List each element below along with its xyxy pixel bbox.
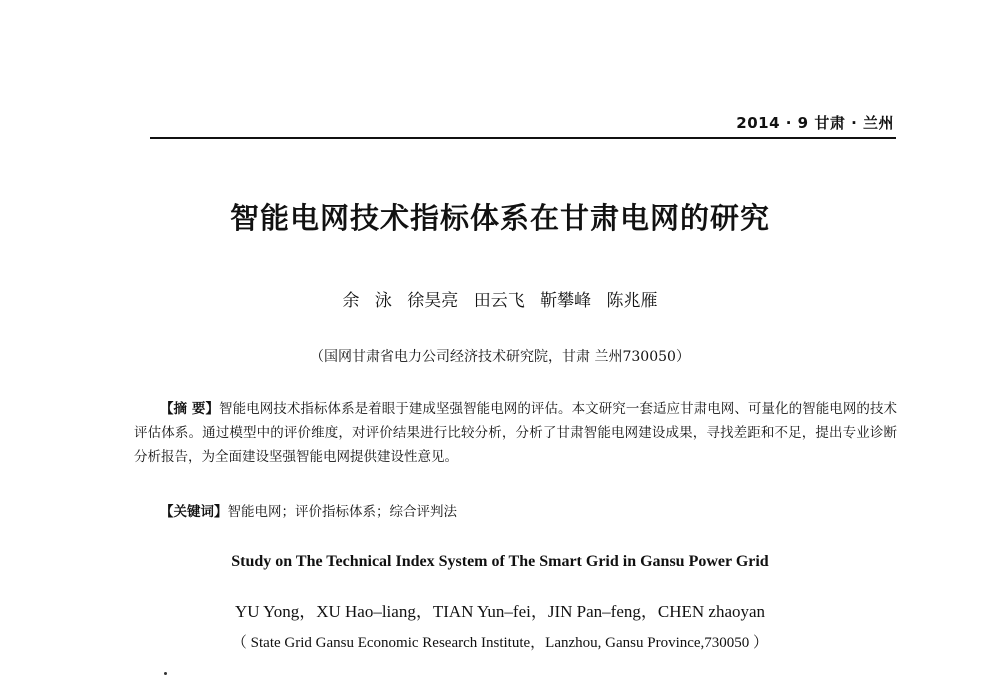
abstract-label: 【摘 要】 xyxy=(160,401,220,417)
author-list: 余 泳 徐昊亮 田云飞 靳攀峰 陈兆雁 xyxy=(342,291,658,311)
english-title: Study on The Technical Index System of The Smart Grid in Gansu Power Grid xyxy=(231,553,769,570)
english-affiliation: （ State Grid Gansu Economic Research Institute，Lanzhou, Gansu Province,730050 ） xyxy=(231,635,769,651)
abstract-text: 智能电网技术指标体系是着眼于建成坚强智能电网的评估。本文研究一套适应甘肃电网、可量化的智能电网的技术评估体系。通过模型中的评价维度，对评价结果进行比较分析，分析了甘肃智能电网建设成果，寻找差距和不足，提出专业诊断分析报告，为全面建设坚强智能电网提供建设性意见。 xyxy=(134,401,898,465)
scan-speck xyxy=(164,672,167,675)
paper-title: 智能电网技术指标体系在甘肃电网的研究 xyxy=(229,201,770,235)
abstract-paragraph xyxy=(134,397,897,469)
header-divider xyxy=(150,137,896,139)
english-author-list: YU Yong，XU Hao–liang，TIAN Yun–fei，JIN Pan–feng，CHEN zhaoyan xyxy=(234,602,766,621)
journal-issue-header xyxy=(736,112,894,133)
keywords-label: 【关键词】 xyxy=(160,504,228,520)
keywords-text: 智能电网；评价指标体系；综合评判法 xyxy=(227,504,457,520)
issue-place: 甘肃 · 兰州 xyxy=(814,114,894,132)
affiliation: （国网甘肃省电力公司经济技术研究院，甘肃 兰州730050） xyxy=(310,349,690,365)
keywords-line xyxy=(160,500,457,524)
issue-date: 2014 · 9 xyxy=(736,114,809,132)
